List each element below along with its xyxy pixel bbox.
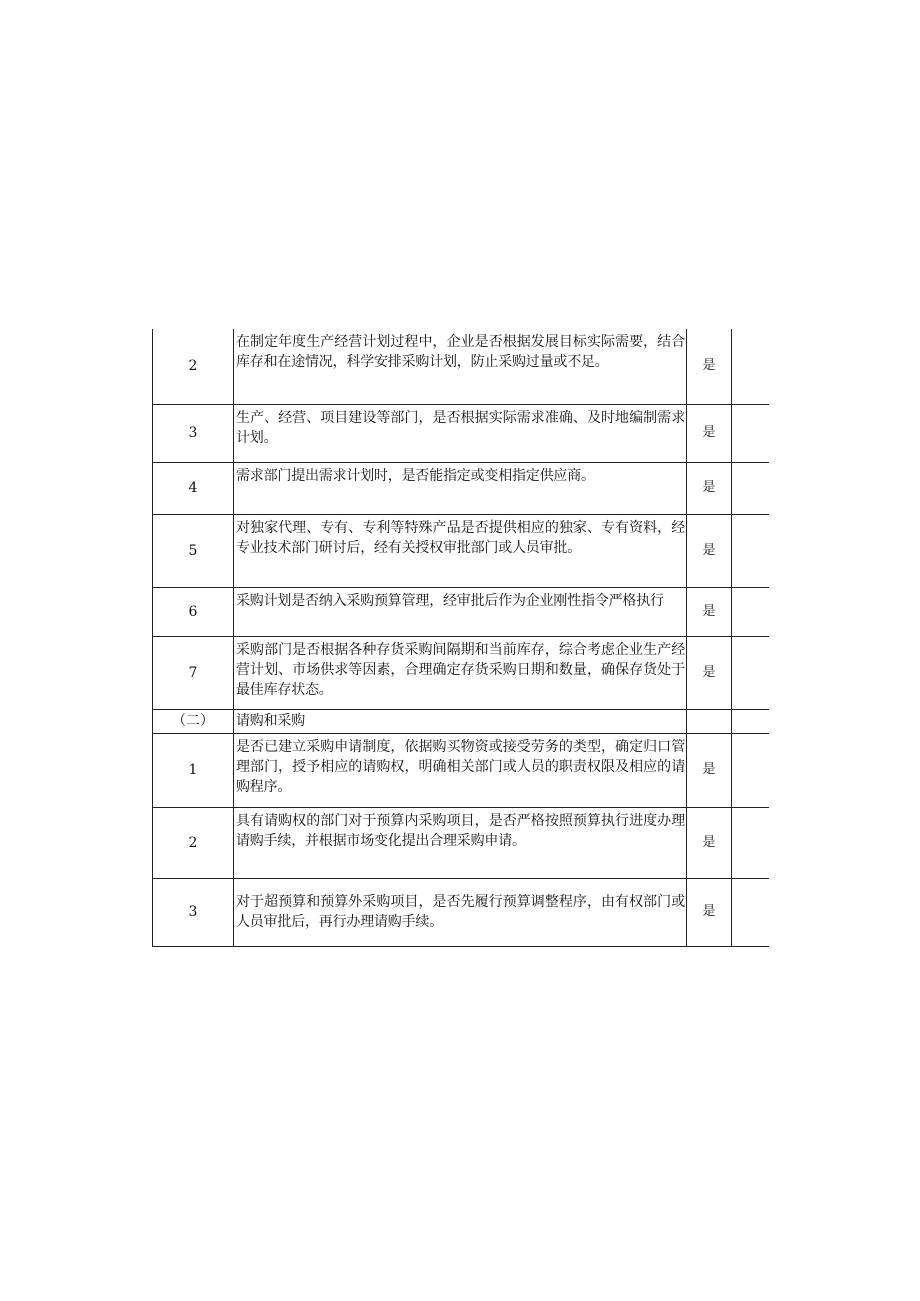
remark-cell bbox=[732, 329, 769, 404]
answer-cell: 是 bbox=[687, 514, 732, 587]
answer-cell: 是 bbox=[687, 878, 732, 946]
remark-cell bbox=[732, 733, 769, 807]
table-row bbox=[153, 462, 769, 514]
answer-cell: 是 bbox=[687, 587, 732, 636]
section-number: （二） bbox=[153, 709, 234, 733]
checklist-table-container bbox=[152, 329, 768, 947]
answer-cell: 是 bbox=[687, 462, 732, 514]
section-header-row bbox=[153, 709, 769, 733]
check-item-text: 需求部门提出需求计划时，是否能指定或变相指定供应商。 bbox=[234, 462, 687, 514]
table-row bbox=[153, 404, 769, 462]
table-row bbox=[153, 733, 769, 807]
remark-cell bbox=[732, 587, 769, 636]
table-row bbox=[153, 514, 769, 587]
row-number: 1 bbox=[153, 733, 234, 807]
check-item-text: 生产、经营、项目建设等部门，是否根据实际需求准确、及时地编制需求计划。 bbox=[234, 404, 687, 462]
answer-cell: 是 bbox=[687, 404, 732, 462]
remark-cell bbox=[732, 404, 769, 462]
row-number: 5 bbox=[153, 514, 234, 587]
row-number: 3 bbox=[153, 404, 234, 462]
row-number: 6 bbox=[153, 587, 234, 636]
section-title: 请购和采购 bbox=[234, 709, 687, 733]
remark-cell bbox=[732, 709, 769, 733]
check-item-text: 对独家代理、专有、专利等特殊产品是否提供相应的独家、专有资料，经专业技术部门研讨后，经有关授权审批部门或人员审批。 bbox=[234, 514, 687, 587]
remark-cell bbox=[732, 636, 769, 709]
table-row bbox=[153, 807, 769, 878]
checklist-table bbox=[152, 329, 769, 947]
remark-cell bbox=[732, 514, 769, 587]
row-number: 7 bbox=[153, 636, 234, 709]
check-item-text: 在制定年度生产经营计划过程中，企业是否根据发展目标实际需要，结合库存和在途情况，科学安排采购计划，防止采购过量或不足。 bbox=[234, 329, 687, 404]
row-number: 3 bbox=[153, 878, 234, 946]
answer-cell: 是 bbox=[687, 329, 732, 404]
answer-cell: 是 bbox=[687, 636, 732, 709]
check-item-text: 具有请购权的部门对于预算内采购项目，是否严格按照预算执行进度办理请购手续，并根据市场变化提出合理采购申请。 bbox=[234, 807, 687, 878]
answer-cell: 是 bbox=[687, 807, 732, 878]
check-item-text: 采购部门是否根据各种存货采购间隔期和当前库存，综合考虑企业生产经营计划、市场供求等因素，合理确定存货采购日期和数量，确保存货处于最佳库存状态。 bbox=[234, 636, 687, 709]
check-item-text: 是否已建立采购申请制度，依据购买物资或接受劳务的类型，确定归口管理部门，授予相应的请购权，明确相关部门或人员的职责权限及相应的请购程序。 bbox=[234, 733, 687, 807]
row-number: 2 bbox=[153, 329, 234, 404]
remark-cell bbox=[732, 462, 769, 514]
remark-cell bbox=[732, 878, 769, 946]
table-row bbox=[153, 878, 769, 946]
table-row bbox=[153, 329, 769, 404]
check-item-text: 对于超预算和预算外采购项目，是否先履行预算调整程序，由有权部门或人员审批后，再行办理请购手续。 bbox=[234, 878, 687, 946]
row-number: 4 bbox=[153, 462, 234, 514]
check-item-text: 采购计划是否纳入采购预算管理，经审批后作为企业刚性指令严格执行 bbox=[234, 587, 687, 636]
remark-cell bbox=[732, 807, 769, 878]
answer-cell: 是 bbox=[687, 733, 732, 807]
answer-cell bbox=[687, 709, 732, 733]
table-row bbox=[153, 587, 769, 636]
table-row bbox=[153, 636, 769, 709]
row-number: 2 bbox=[153, 807, 234, 878]
